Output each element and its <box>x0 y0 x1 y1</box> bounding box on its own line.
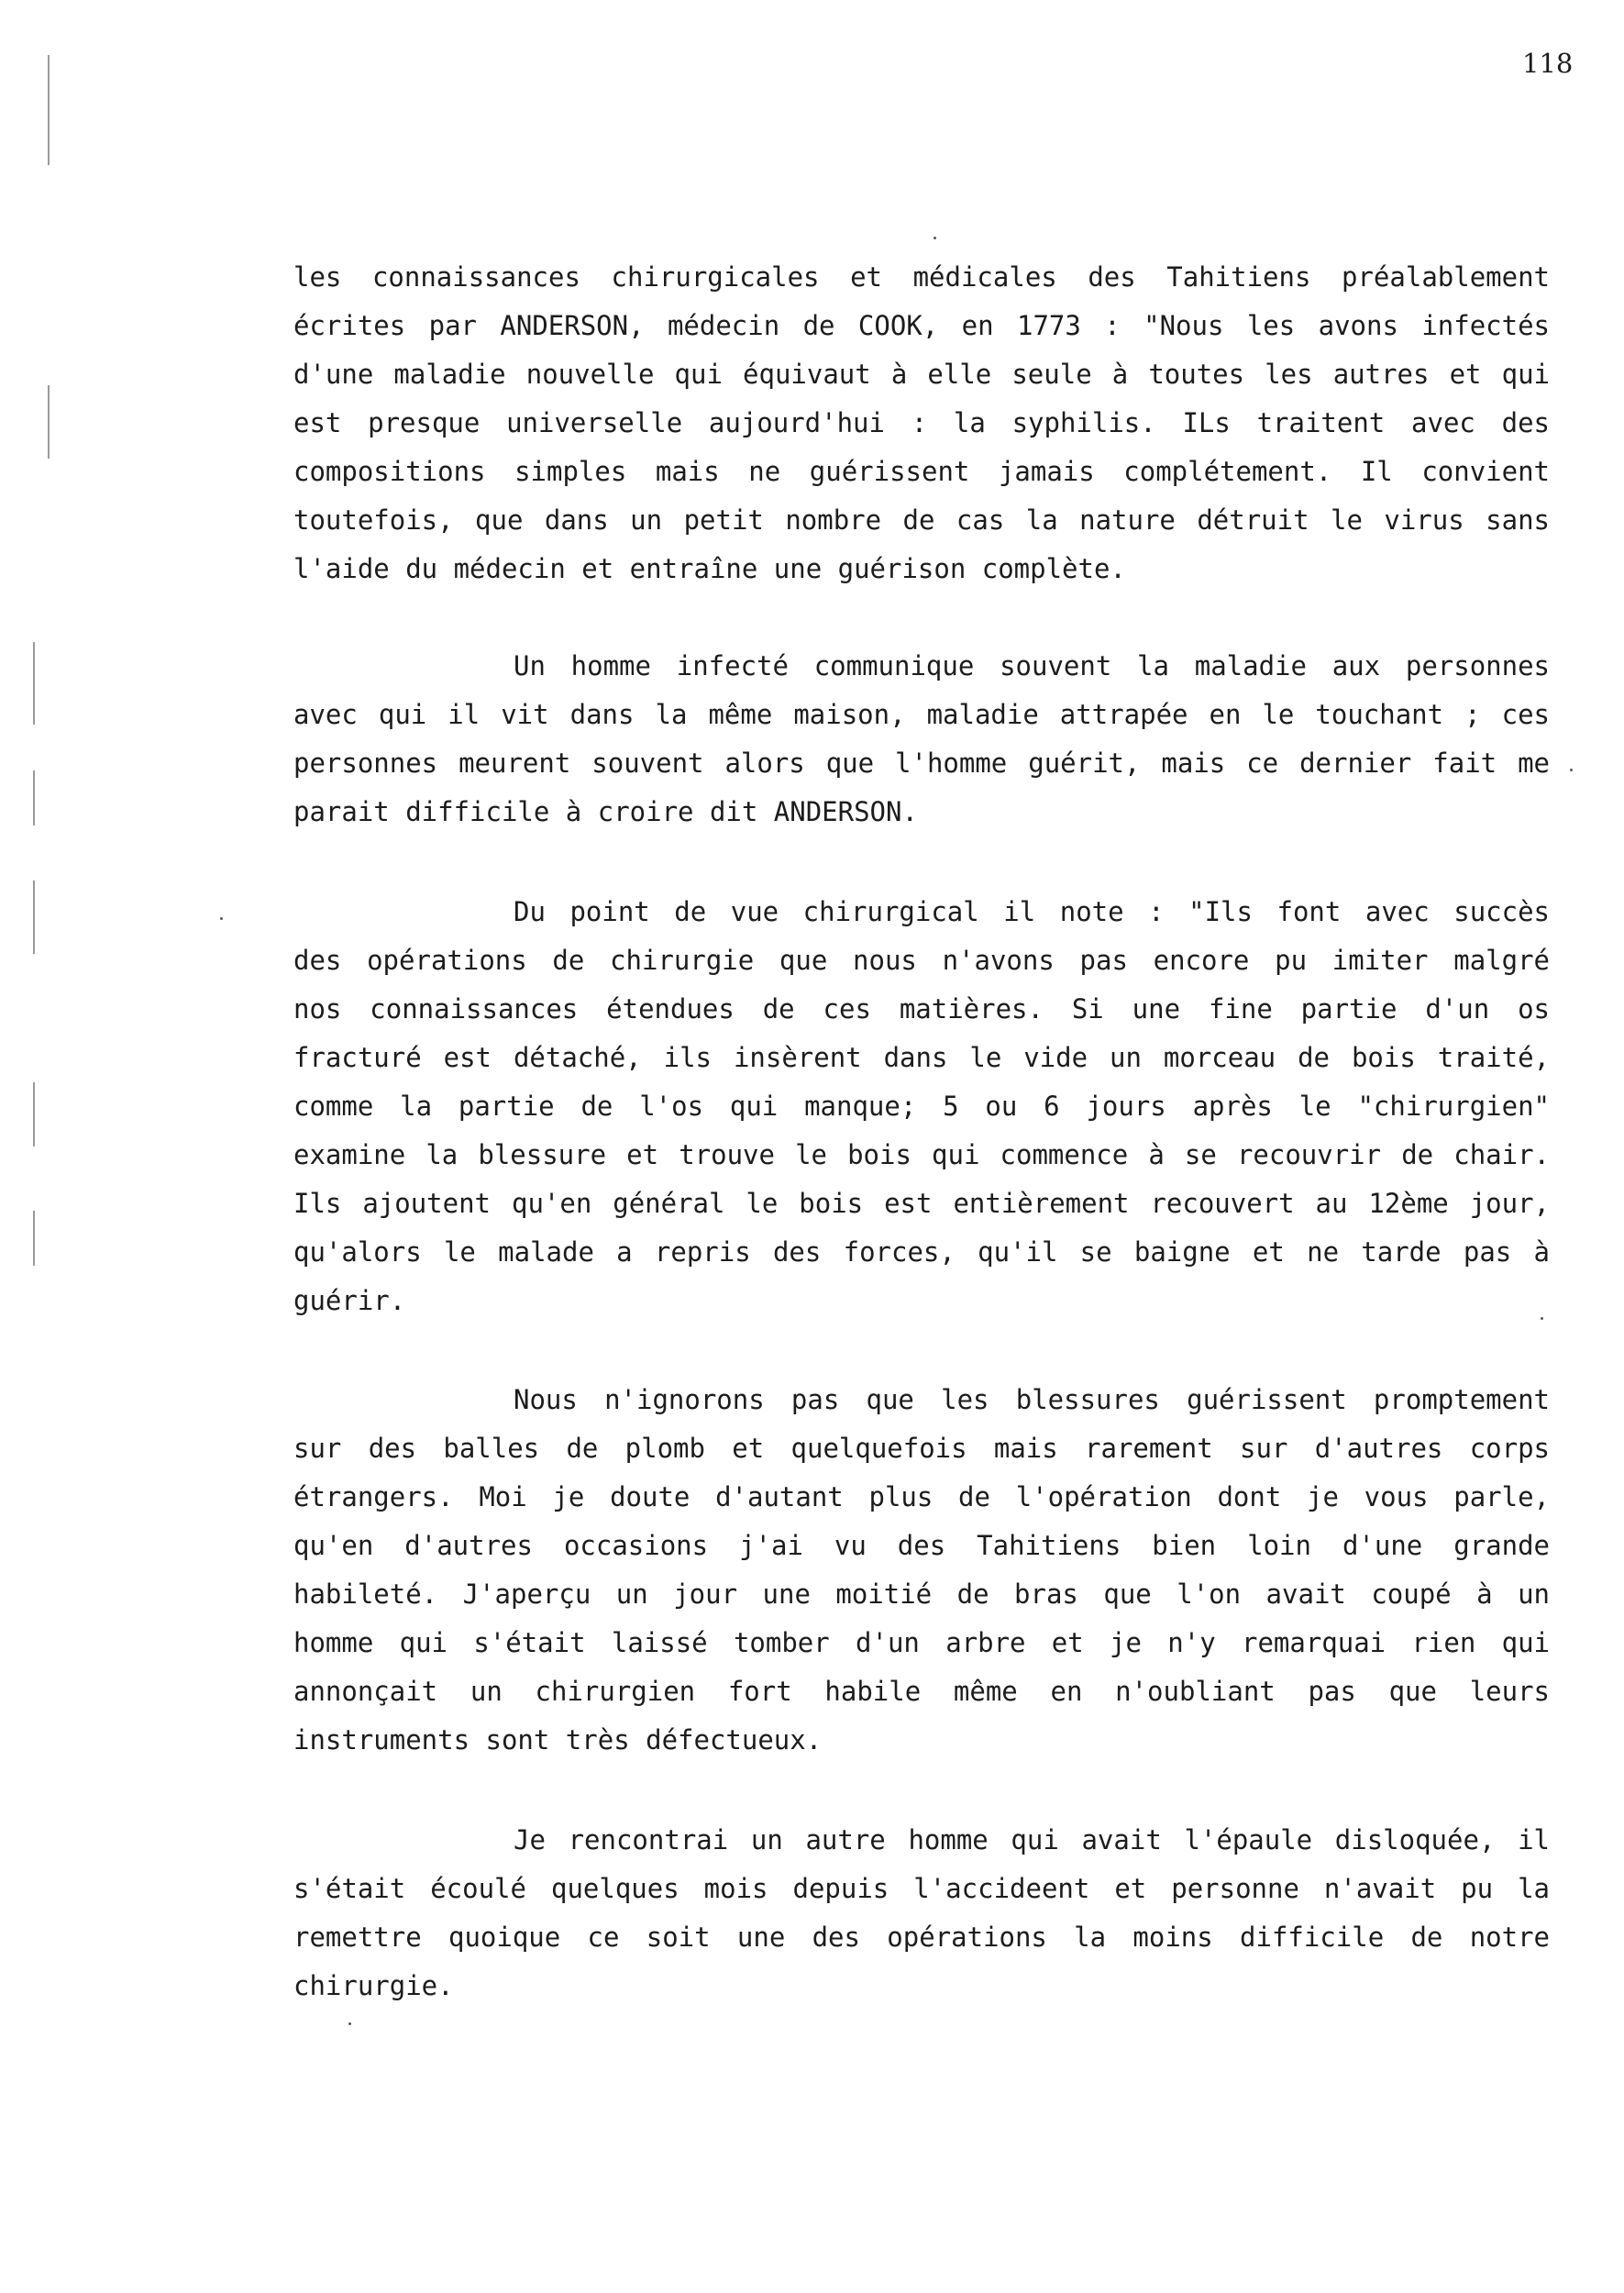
text-line: instruments sont très défectueux. <box>293 1724 823 1756</box>
scan-edge-mark <box>33 1082 35 1146</box>
text-line: guérir. <box>293 1285 406 1316</box>
text-line: Du point de vue chirurgical il note : "Ils font avec succès <box>514 896 1550 927</box>
text-line: toutefois, que dans un petit nombre de cas la nature détruit le virus sans <box>293 504 1550 536</box>
text-line: avec qui il vit dans la même maison, maladie attrapée en le touchant ; ces <box>293 699 1550 730</box>
scan-edge-mark <box>33 1211 35 1266</box>
text-line: qu'en d'autres occasions j'ai vu des Tahitiens bien loin d'une grande <box>293 1530 1550 1561</box>
text-line: étrangers. Moi je doute d'autant plus de l'opération dont je vous parle, <box>293 1481 1550 1512</box>
text-line: chirurgie. <box>293 1970 454 2001</box>
scan-edge-mark <box>48 55 50 165</box>
text-line: Un homme infecté communique souvent la maladie aux personnes <box>514 650 1550 681</box>
page-number: 118 <box>1522 48 1574 79</box>
text-line: sur des balles de plomb et quelquefois mais rarement sur d'autres corps <box>293 1433 1550 1464</box>
text-line: les connaissances chirurgicales et médicales des Tahitiens préalablement <box>293 261 1550 293</box>
paragraph-3 <box>293 888 1550 1325</box>
scan-speck <box>1570 769 1573 771</box>
paragraph-4 <box>293 1376 1550 1765</box>
scan-edge-mark <box>48 385 50 459</box>
text-line: l'aide du médecin et entraîne une guérison complète. <box>293 553 1126 584</box>
paragraph-1 <box>293 253 1550 593</box>
text-line: comme la partie de l'os qui manque; 5 ou 6 jours après le "chirurgien" <box>293 1091 1550 1122</box>
text-line: remettre quoique ce soit une des opérations la moins difficile de notre <box>293 1922 1550 1953</box>
text-line: personnes meurent souvent alors que l'homme guérit, mais ce dernier fait me <box>293 748 1550 779</box>
text-line: Nous n'ignorons pas que les blessures guérissent promptement <box>514 1384 1550 1415</box>
text-line: compositions simples mais ne guérissent jamais complétement. Il convient <box>293 456 1550 487</box>
scan-edge-mark <box>33 770 35 825</box>
text-line: annonçait un chirurgien fort habile même en n'oubliant pas que leurs <box>293 1676 1550 1707</box>
scan-speck <box>934 237 936 239</box>
scan-speck <box>348 2022 351 2025</box>
text-line: des opérations de chirurgie que nous n'avons pas encore pu imiter malgré <box>293 945 1550 976</box>
text-line: habileté. J'aperçu un jour une moitié de bras que l'on avait coupé à un <box>293 1579 1550 1610</box>
text-line: est presque universelle aujourd'hui : la syphilis. ILs traitent avec des <box>293 407 1550 438</box>
scan-edge-mark <box>33 642 35 725</box>
text-line: nos connaissances étendues de ces matières. Si une fine partie d'un os <box>293 993 1550 1025</box>
paragraph-5 <box>293 1816 1550 2011</box>
scan-speck <box>220 917 223 920</box>
text-line: Je rencontrai un autre homme qui avait l'épaule disloquée, il <box>514 1824 1550 1855</box>
text-line: qu'alors le malade a repris des forces, qu'il se baigne et ne tarde pas à <box>293 1236 1550 1268</box>
paragraph-2 <box>293 642 1550 836</box>
text-line: fracturé est détaché, ils insèrent dans le vide un morceau de bois traité, <box>293 1042 1550 1073</box>
text-line: parait difficile à croire dit ANDERSON. <box>293 796 918 827</box>
text-line: homme qui s'était laissé tomber d'un arbre et je n'y remarquai rien qui <box>293 1627 1550 1658</box>
text-line: Ils ajoutent qu'en général le bois est entièrement recouvert au 12ème jour, <box>293 1188 1550 1219</box>
text-line: examine la blessure et trouve le bois qui commence à se recouvrir de chair. <box>293 1139 1550 1170</box>
text-line: d'une maladie nouvelle qui équivaut à elle seule à toutes les autres et qui <box>293 359 1550 390</box>
text-line: s'était écoulé quelques mois depuis l'accideent et personne n'avait pu la <box>293 1873 1550 1904</box>
text-line: écrites par ANDERSON, médecin de COOK, en 1773 : "Nous les avons infectés <box>293 310 1550 341</box>
scan-edge-mark <box>33 881 35 954</box>
